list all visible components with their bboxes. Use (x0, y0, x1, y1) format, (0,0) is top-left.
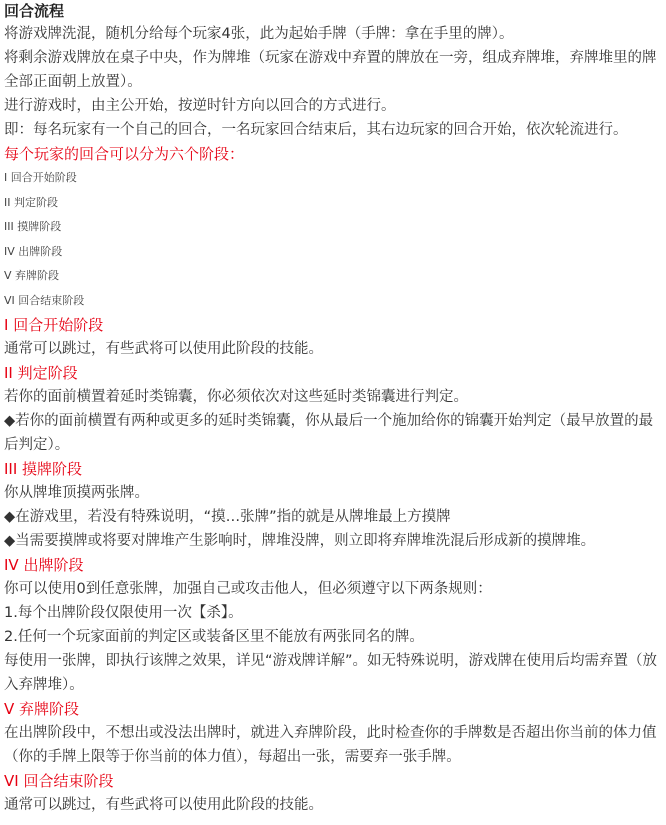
section-paragraph: 若你的面前横置着延时类锦囊，你必须依次对这些延时类锦囊进行判定。 (4, 389, 468, 405)
intro-paragraph: 将游戏牌洗混，随机分给每个玩家4张，此为起始手牌（手牌：拿在手里的牌）。 (4, 26, 514, 42)
section-heading-phase-5: V 弃牌阶段 (4, 700, 80, 718)
section-paragraph: 2.任何一个玩家面前的判定区或装备区里不能放有两张同名的牌。 (4, 629, 424, 645)
section-paragraph: 1.每个出牌阶段仅限使用一次【杀】。 (4, 605, 243, 621)
section-paragraph: ◆在游戏里，若没有特殊说明，“摸…张牌”指的就是从牌堆最上方摸牌 (4, 509, 451, 525)
phase-list-item: VI 回合结束阶段 (4, 293, 85, 307)
section-paragraph: 你从牌堆顶摸两张牌。 (4, 485, 149, 501)
phase-list-item: II 判定阶段 (4, 195, 58, 209)
phases-heading: 每个玩家的回合可以分为六个阶段： (4, 145, 245, 163)
section-paragraph: 通常可以跳过，有些武将可以使用此阶段的技能。 (4, 797, 323, 813)
section-paragraph: 你可以使用0到任意张牌，加强自己或攻击他人，但必须遵守以下两条规则： (4, 581, 492, 597)
section-heading-phase-4: IV 出牌阶段 (4, 556, 84, 574)
page-title: 回合流程 (4, 2, 65, 20)
section-heading-phase-3: III 摸牌阶段 (4, 460, 83, 478)
phase-list-item: V 弃牌阶段 (4, 269, 60, 282)
section-paragraph: 每使用一张牌，即执行该牌之效果，详见“游戏牌详解”。如无特殊说明，游戏牌在使用后均需弃置（放入弃牌堆）。 (4, 653, 658, 693)
phase-list-item: IV 出牌阶段 (4, 244, 63, 258)
section-heading-phase-6: VI 回合结束阶段 (4, 772, 114, 790)
section-heading-phase-2: II 判定阶段 (4, 364, 78, 382)
section-paragraph: ◆若你的面前横置有两种或更多的延时类锦囊，你从最后一个施加给你的锦囊开始判定（最早放置的最后判定）。 (4, 413, 654, 453)
intro-paragraph: 进行游戏时，由主公开始，按逆时针方向以回合的方式进行。 (4, 98, 396, 114)
intro-paragraph: 将剩余游戏牌放在桌子中央，作为牌堆（玩家在游戏中弃置的牌放在一旁，组成弃牌堆，弃牌堆里的牌全部正面朝上放置）。 (4, 50, 657, 90)
phase-list-item: I 回合开始阶段 (4, 171, 77, 184)
section-paragraph: ◆当需要摸牌或将要对牌堆产生影响时，牌堆没牌，则立即将弃牌堆洗混后形成新的摸牌堆。 (4, 533, 596, 549)
section-paragraph: 在出牌阶段中，不想出或没法出牌时，就进入弃牌阶段，此时检查你的手牌数是否超出你当前的体力值（你的手牌上限等于你当前的体力值），每超出一张，需要弃一张手牌。 (4, 725, 657, 765)
phase-list (4, 166, 666, 313)
phase-list-item: III 摸牌阶段 (4, 220, 62, 233)
intro-paragraph: 即：每名玩家有一个自己的回合，一名玩家回合结束后，其右边玩家的回合开始，依次轮流进行。 (4, 122, 628, 138)
section-paragraph: 通常可以跳过，有些武将可以使用此阶段的技能。 (4, 341, 323, 357)
section-heading-phase-1: I 回合开始阶段 (4, 316, 104, 334)
